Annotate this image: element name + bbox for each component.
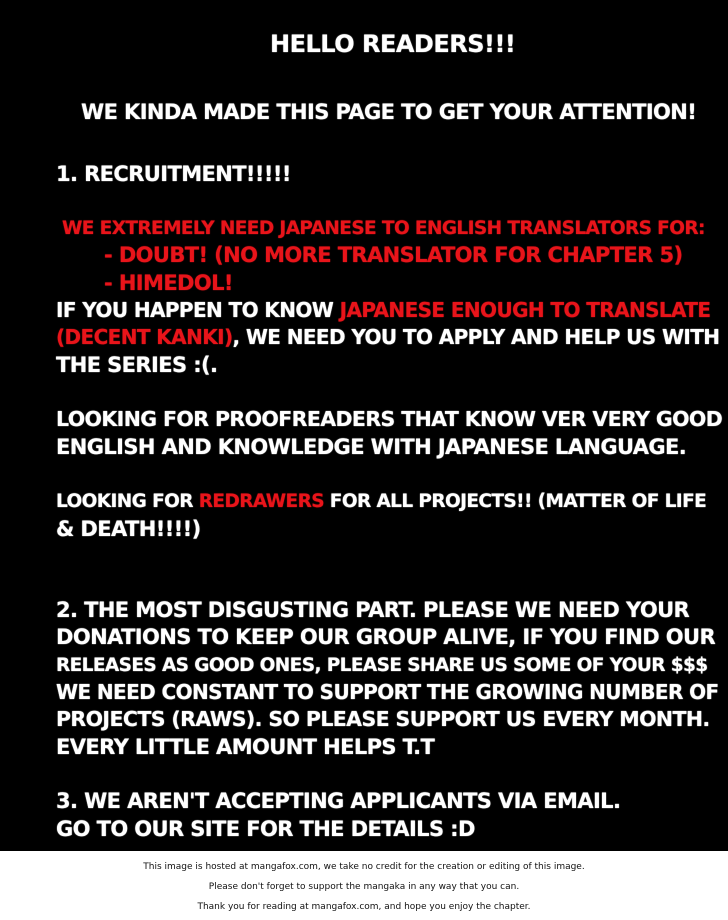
footer-line-3: Thank you for reading at mangafox.com, and hope you enjoy the chapter.	[197, 902, 531, 912]
donations-line-2: DONATIONS TO KEEP OUR GROUP ALIVE, IF YOU FIND OUR	[56, 625, 716, 649]
donations-line-6: EVERY LITTLE AMOUNT HELPS T.T	[56, 735, 435, 759]
apply-line-3: THE SERIES :(.	[56, 353, 218, 377]
redrawers-line-2: & DEATH!!!!)	[56, 517, 201, 541]
applicants-line-2: GO TO OUR SITE FOR THE DETAILS :D	[56, 817, 475, 841]
apply-highlight-kanki: (DECENT KANKI)	[56, 325, 233, 349]
intro-text: WE KINDA MADE THIS PAGE TO GET YOUR ATTENTION!	[81, 100, 697, 124]
redrawers-prefix: LOOKING FOR	[56, 491, 199, 512]
apply-highlight-japanese: JAPANESE ENOUGH TO TRANSLATE	[339, 298, 711, 322]
apply-prefix: IF YOU HAPPEN TO KNOW	[56, 298, 340, 322]
donations-line-1: 2. THE MOST DISGUSTING PART. PLEASE WE NEED YOUR	[56, 598, 690, 622]
translators-heading: WE EXTREMELY NEED JAPANESE TO ENGLISH TRANSLATORS FOR:	[62, 218, 705, 239]
series-item-doubt: - DOUBT! (NO MORE TRANSLATOR FOR CHAPTER 5)	[104, 243, 683, 267]
apply-suffix: , WE NEED YOU TO APPLY AND HELP US WITH	[232, 325, 720, 349]
applicants-line-1: 3. WE AREN'T ACCEPTING APPLICANTS VIA EMAIL.	[56, 789, 621, 813]
footer-line-2: Please don't forget to support the mangaka in any way that you can.	[208, 882, 520, 892]
proofreaders-line-1: LOOKING FOR PROOFREADERS THAT KNOW VER VERY GOOD	[56, 407, 723, 431]
redrawers-line-1	[56, 488, 706, 515]
recruitment-heading: 1. RECRUITMENT!!!!!	[56, 162, 291, 186]
donations-line-5: PROJECTS (RAWS). SO PLEASE SUPPORT US EVERY MONTH.	[56, 707, 710, 731]
apply-line-1	[56, 297, 710, 324]
series-item-himedol: - HIMEDOL!	[104, 271, 233, 295]
footer-line-1: This image is hosted at mangafox.com, we take no credit for the creation or editing of this image.	[143, 862, 585, 872]
proofreaders-line-2: ENGLISH AND KNOWLEDGE WITH JAPANESE LANGUAGE.	[56, 435, 687, 459]
donations-line-4: WE NEED CONSTANT TO SUPPORT THE GROWING NUMBER OF	[56, 680, 719, 704]
redrawers-highlight: REDRAWERS	[198, 491, 324, 512]
donations-line-3: RELEASES AS GOOD ONES, PLEASE SHARE US SOME OF YOUR $$$	[56, 655, 708, 676]
page-title: HELLO READERS!!!	[270, 30, 516, 58]
hosting-footer	[0, 851, 728, 920]
apply-line-2	[56, 324, 719, 351]
redrawers-suffix: FOR ALL PROJECTS!! (MATTER OF LIFE	[323, 491, 707, 512]
